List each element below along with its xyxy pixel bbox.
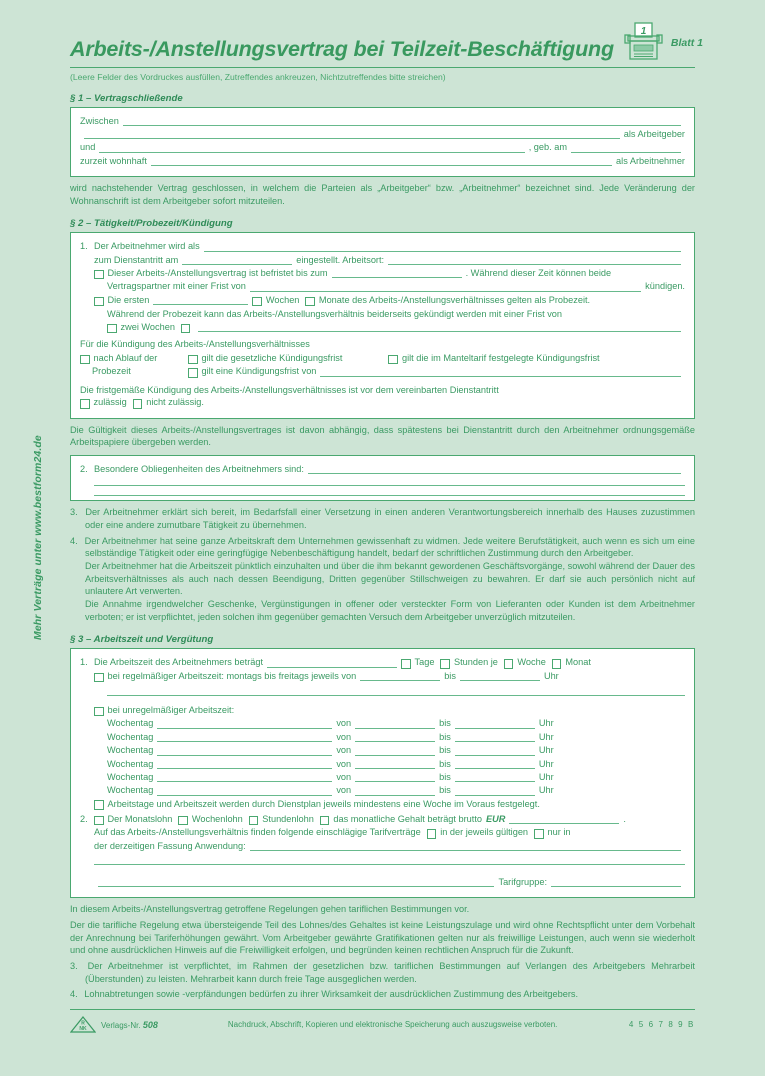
sheet-label: Blatt 1 [670,37,703,49]
input-regelmaessig-von[interactable] [360,670,440,681]
label-wird-als: Der Arbeitnehmer wird als [94,241,200,252]
input-befristet-bis[interactable] [332,267,462,278]
label-monate: Monate des Arbeits-/Anstellungsverhältnisses gelten als Probezeit. [318,294,591,305]
s2-probezeit-row [80,294,685,307]
s2-item2-number: 2. [80,463,88,474]
field-und-geb [80,141,685,154]
input-arbeitnehmer-name[interactable] [99,142,524,153]
input-tarifvertrag-1[interactable] [250,840,681,851]
s2-item4-number: 4. [70,535,78,546]
section-1-box [70,107,695,177]
s2-fristgemaesse-text: Die fristgemäße Kündigung des Arbeits-/Anstellungsverhältnisses ist vor dem vereinbarten Dienstantritt [80,384,499,395]
input-dienstantritt-datum[interactable] [182,254,292,265]
footer-divider [70,1009,695,1010]
form-sheet-icon [624,22,664,64]
s2-gesetzlich-row [188,352,685,365]
s2-item1-line1 [80,240,685,253]
weekday-row [80,744,685,757]
label-regelmaessige-arbeitszeit: bei regelmäßiger Arbeitszeit: montags bis freitags jeweils von [107,670,357,681]
label-wochenlohn: Wochenlohn [191,813,243,824]
s3-item1-row [80,656,685,669]
s3-item3-number: 3. [70,961,78,972]
page-title: Arbeits-/Anstellungsvertrag bei Teilzeit-Beschäftigung [70,37,614,61]
input-arbeitszeit-wert[interactable] [267,657,397,668]
section-2-title: § 2 – Tätigkeit/Probezeit/Kündigung [70,218,233,230]
s3-item4 [70,988,695,1001]
label-befristet: Dieser Arbeits-/Anstellungsvertrag ist befristet bis zum [107,268,328,279]
input-bis[interactable] [455,785,535,796]
svg-text:1: 1 [640,26,647,37]
checkbox-frist-von[interactable] [188,368,198,378]
label-von: von [336,745,352,756]
input-zwischen-line2[interactable] [84,128,620,139]
input-obliegenheiten-3[interactable] [94,495,685,496]
label-bis: bis [439,758,451,769]
s3-after1: In diesem Arbeits-/Anstellungsvertrag getroffene Regelungen gehen tariflichen Bestimmungen vor. [70,904,470,915]
input-von[interactable] [355,771,435,782]
checkbox-die-ersten[interactable] [94,297,104,307]
checkbox-stunden-je[interactable] [440,659,450,669]
page-footer [70,1016,695,1033]
s3-item3-text: Der Arbeitnehmer ist verpflichtet, im Rahmen der gesetzlichen bzw. tariflichen Bestimmungen auf Verlangen des Arbeitgebers Mehrarbeit (Überstunden) zu leisten. Mehrarbeit kann durch freie Tage ausgeglichen werden. [85,961,695,984]
label-tage: Tage [414,657,435,668]
checkbox-unregelmaessige-arbeitszeit[interactable] [94,707,104,717]
label-uhr: Uhr [538,718,554,729]
s2-fuer-kuendigung-label: Für die Kündigung des Arbeits-/Anstellungsverhältnisses [80,339,310,350]
s2-frist-von-row [188,365,685,378]
copyright-notice: Nachdruck, Abschrift, Kopieren und elektronische Speicherung auch auszugsweise verboten. [227,1020,558,1030]
label-obliegenheiten: Besondere Obliegenheiten des Arbeitnehmers sind: [94,463,304,474]
label-als-arbeitgeber: als Arbeitgeber [623,128,685,139]
s2-kuendigungsfrist-group [80,352,685,379]
checkbox-tage[interactable] [401,659,411,669]
checkbox-woche[interactable] [504,659,514,669]
s3-item4-text: Lohnabtretungen sowie -verpfändungen bedürfen zu ihrer Wirksamkeit der ausdrücklichen Zustimmung des Arbeitgebers. [84,989,579,1000]
label-von: von [336,785,352,796]
section-3-title: § 3 – Arbeitszeit und Vergütung [70,634,214,646]
label-kuendigen: kündigen. [645,281,685,292]
header-divider [70,67,695,68]
input-obliegenheiten-1[interactable] [308,463,681,474]
label-nach-ablauf: nach Ablauf der [93,352,158,363]
label-stundenlohn: Stundenlohn [262,813,314,824]
input-bis[interactable] [455,758,535,769]
label-jeweils-gueltig: in der jeweils gültigen [440,827,529,838]
input-von[interactable] [355,718,435,729]
label-zurzeit-wohnhaft: zurzeit wohnhaft [80,155,147,166]
label-uhr: Uhr [538,785,554,796]
checkbox-wochen[interactable] [252,297,262,307]
input-bis[interactable] [455,731,535,742]
side-promo-text: Mehr Verträge unter www.bestform24.de [32,435,44,640]
label-manteltarif-frist: gilt die im Manteltarif festgelegte Kündigungsfrist [401,352,600,363]
label-monatliches-gehalt: das monatliche Gehalt beträgt brutto [333,813,483,824]
section-1-title: § 1 – Vertragschließende [70,92,183,104]
label-unregelmaessige-arbeitszeit: bei unregelmäßiger Arbeitszeit: [107,705,235,716]
s2-item4-p3-wrap [70,598,695,623]
weekday-rows-container [80,717,685,797]
s2-item4-p2-wrap [70,560,695,598]
label-wochentag: Wochentag [107,718,154,729]
s3-fassung-row [80,840,685,853]
checkbox-monat[interactable] [552,659,562,669]
label-frist-von: gilt eine Kündigungsfrist von [201,366,317,377]
input-wochentag[interactable] [157,758,332,769]
label-uhr: Uhr [538,745,554,756]
checkbox-dienstplan[interactable] [94,800,104,810]
s2-item3-number: 3. [70,507,78,518]
label-wochentag: Wochentag [107,745,154,756]
input-tarifgruppe[interactable] [551,876,681,887]
label-nur-in: nur in [547,827,571,838]
label-bis: bis [439,745,451,756]
s2-item1-number: 1. [80,241,88,252]
input-gehalt-betrag[interactable] [509,813,619,824]
label-tarifgruppe: Tarifgruppe: [498,876,547,887]
label-und: und [80,142,96,153]
label-von: von [336,758,352,769]
label-eur-tail: . [623,813,626,824]
s3-unregelmaessig-row [80,704,685,717]
checkbox-manteltarif-frist[interactable] [388,355,398,365]
label-als-arbeitnehmer: als Arbeitnehmer [616,155,685,166]
label-woche: Woche [517,657,546,668]
input-regelmaessig-zusatz[interactable] [107,695,685,696]
s2-waehrend-probezeit: Während der Probezeit kann das Arbeits-/Anstellungsverhältnis beiderseits gekündigt werden mit einer Frist von [107,309,563,320]
label-von: von [336,771,352,782]
label-nicht-zulaessig: nicht zulässig. [146,397,204,408]
checkbox-monatliches-gehalt[interactable] [320,816,330,826]
verlags-nr [101,1020,158,1030]
weekday-row [80,771,685,784]
input-wochentag[interactable] [157,745,332,756]
checkbox-gesetzliche-frist[interactable] [188,355,198,365]
s3-item1-number: 1. [80,657,88,668]
label-eur: EUR [486,813,506,824]
s3-after2: Der die tarifliche Regelung etwa übersteigende Teil des Lohnes/des Gehaltes ist keine Leistungszulage und wird ohne Rechtspflicht unter dem Vorbehalt der Anrechnung bei Tariferhöhungen gewährt. Vom Arbeitgeber gewährte Gratifikationen gelten nur als freiwillige Leistungen, auch wenn sie wiederholt und ohne ausdrücklichen Hinweis auf die Freiwilligkeit erfolgen, und begründen keinen rechtlichen Anspruch für die Zukunft. [70,919,695,956]
checkbox-nur-in[interactable] [534,829,544,839]
s2-probezeit-word [80,365,188,378]
s2-item4-p1: Der Arbeitnehmer hat seine ganze Arbeitskraft dem Unternehmen gewissenhaft zu widmen. Jede weitere Berufstätigkeit, auch wenn es sich um eine selbständige Tätigkeit oder eine geringfügige Nebenbeschäftigung handelt, bedarf der schriftlichen Zustimmung durch den Arbeitgeber. [84,535,695,559]
label-dienstplan: Arbeitstage und Arbeitszeit werden durch Dienstplan jeweils mindestens eine Woche im Voraus festgelegt. [107,798,540,809]
input-frist-andere[interactable] [198,321,681,332]
checkbox-wochenlohn[interactable] [178,816,188,826]
label-dienstantritt: zum Dienstantritt am [94,254,179,265]
checkbox-nach-ablauf-probezeit[interactable] [80,355,90,365]
label-wochentag: Wochentag [107,785,154,796]
label-bis: bis [439,785,451,796]
input-bis[interactable] [455,718,535,729]
label-wochen: Wochen [265,294,300,305]
checkbox-nicht-zulaessig[interactable] [133,399,143,409]
input-geburtsdatum[interactable] [571,142,681,153]
input-wochentag[interactable] [157,731,332,742]
input-taetigkeit[interactable] [204,241,681,252]
s2-gueltigkeit-text: Die Gültigkeit dieses Arbeits-/Anstellungsvertrages ist davon abhängig, dass spätestens bei Dienstantritt durch den Arbeitnehmer ordnungsgemäße Arbeitspapiere übergeben werden. [70,424,695,448]
s3-item4-number: 4. [70,989,78,1000]
s2-zulaessig-row [80,396,685,409]
svg-text:R: R [81,1020,85,1027]
field-wohnhaft [80,155,685,168]
s2-item1-line2 [80,254,685,267]
s3-regelmaessig-row [80,670,685,683]
weekday-row [80,717,685,730]
field-zwischen [80,115,685,128]
input-wochentag[interactable] [157,771,332,782]
label-von: von [336,718,352,729]
label-monat: Monat [565,657,591,668]
s2-item3 [70,506,695,531]
label-bis-regelmaessig: bis [444,670,456,681]
input-bis[interactable] [455,771,535,782]
field-arbeitgeber [80,128,685,141]
s2-nach-ablauf-row [80,352,188,365]
input-obliegenheiten-2[interactable] [94,485,685,486]
label-arbeitszeit-betraegt: Die Arbeitszeit des Arbeitnehmers beträgt [94,657,264,668]
label-die-ersten: Die ersten [107,294,150,305]
input-von[interactable] [355,785,435,796]
s2-item4 [70,535,695,560]
label-wochentag: Wochentag [107,771,154,782]
input-zwischen-line1[interactable] [123,115,681,126]
input-die-ersten-anzahl[interactable] [153,294,248,305]
label-derzeitige-fassung: der derzeitigen Fassung Anwendung: [94,840,246,851]
header-subnote: (Leere Felder des Vordruckes ausfüllen, Zutreffendes ankreuzen, Nichtzutreffendes bitte streichen) [70,71,446,82]
form-code: 4 5 6 7 8 9 B [628,1020,695,1030]
s2-vertragspartner-row [80,280,685,293]
s3-tarif-row [80,826,685,839]
label-geb-am: , geb. am [528,142,567,153]
verlags-nr-label: Verlags-Nr. [101,1020,141,1030]
label-zulaessig: zulässig [93,397,127,408]
checkbox-monate[interactable] [305,297,315,307]
label-zwei-wochen: zwei Wochen [120,321,175,332]
weekday-row [80,758,685,771]
checkbox-regelmaessige-arbeitszeit[interactable] [94,673,104,683]
label-tarifvertraege: Auf das Arbeits-/Anstellungsverhältnis finden folgende einschlägige Tarifverträge [94,827,421,838]
label-probezeit: Probezeit [92,366,131,377]
label-zwischen: Zwischen [80,115,119,126]
s3-tarifgruppe-row [80,876,685,889]
input-von[interactable] [355,758,435,769]
section-2-box [70,232,695,418]
rnk-triangle-logo [70,1016,96,1033]
weekday-row [80,731,685,744]
input-arbeitsort[interactable] [388,254,681,265]
label-bis: bis [439,771,451,782]
input-wochentag[interactable] [157,718,332,729]
s2-item3-text: Der Arbeitnehmer erklärt sich bereit, im Bedarfsfall einer Versetzung in einen anderen Verantwortungsbereich innerhalb des Hauses zuzustimmen oder eine andere zumutbare Tätigkeit zu übernehmen. [85,507,695,530]
input-von[interactable] [355,731,435,742]
s2-item4-p3: Die Annahme irgendwelcher Geschenke, Vergünstigungen in offener oder versteckter Form von Lieferanten oder Kunden ist dem Arbeitnehmer verboten; er ist verpflichtet, jeden solchen ihm gegenüber gemachten Versuch dem Arbeitgeber unverzüglich mitzuteilen. [85,599,695,622]
checkbox-zwei-wochen[interactable] [107,324,117,334]
label-stunden-je: Stunden je [453,657,498,668]
s3-item2-row [80,813,685,826]
sheet-indicator [624,22,703,64]
label-vertragspartner-frist: Vertragspartner mit einer Frist von [107,281,246,292]
checkbox-befristet[interactable] [94,270,104,280]
s3-dienstplan-row [80,798,685,811]
checkbox-lohnart[interactable] [94,816,104,826]
input-von[interactable] [355,745,435,756]
s2-item2-row [80,463,685,476]
s2-item4-p2: Der Arbeitnehmer hat die Arbeitszeit pünktlich einzuhalten und über die ihm bekannt gewordenen Geschäftsvorgänge, sowohl während der Dauer des Arbeitsverhältnisses als auch nach dessen Beendigung, Dritten gegenüber Stillschweigen zu bewahren. Er darf sie auch persönlich nicht auf unlautere Art verwerten. [85,561,695,597]
label-arbeitsort: eingestellt. Arbeitsort: [296,254,385,265]
label-bis: bis [439,731,451,742]
input-wohnhaft[interactable] [151,155,612,166]
section-2-item2-box [70,455,695,501]
checkbox-stundenlohn[interactable] [249,816,259,826]
s3-item3 [70,960,695,985]
s3-item2-number: 2. [80,813,88,824]
page-header [70,0,703,82]
section-1-after-text: wird nachstehender Vertrag geschlossen, in welchem die Parteien als „Arbeitgeber“ bzw. „Arbeitnehmer“ bezeichnet sind. Jede Veränderung der Wohnanschrift ist dem Arbeitgeber sofort mitzuteilen. [70,183,695,206]
input-regelmaessig-bis[interactable] [460,670,540,681]
input-vertragspartner-frist[interactable] [250,281,641,292]
input-tarifvertrag-3[interactable] [98,876,494,887]
verlags-nr-value: 508 [142,1019,158,1030]
label-wochentag: Wochentag [107,731,154,742]
label-uhr: Uhr [538,771,554,782]
input-kuendigungsfrist-von[interactable] [320,366,681,377]
section-3-box [70,648,695,898]
input-bis[interactable] [455,745,535,756]
label-uhr: Uhr [538,758,554,769]
checkbox-jeweils-gueltige-fassung[interactable] [427,829,437,839]
label-von: von [336,731,352,742]
label-befristet-tail: . Während dieser Zeit können beide [465,268,612,279]
input-tarifvertrag-2[interactable] [94,864,685,865]
label-bis: bis [439,718,451,729]
input-wochentag[interactable] [157,785,332,796]
label-gesetzliche-frist: gilt die gesetzliche Kündigungsfrist [201,352,343,363]
checkbox-frist-andere[interactable] [181,324,191,334]
label-monatslohn: Der Monatslohn [107,813,173,824]
label-wochentag: Wochentag [107,758,154,769]
label-uhr-regelmaessig: Uhr [543,670,559,681]
label-uhr: Uhr [538,731,554,742]
svg-text:NK: NK [79,1026,87,1033]
weekday-row [80,784,685,797]
s2-zwei-wochen-row [80,321,685,334]
checkbox-zulaessig[interactable] [80,399,90,409]
s2-befristet-row [80,267,685,280]
